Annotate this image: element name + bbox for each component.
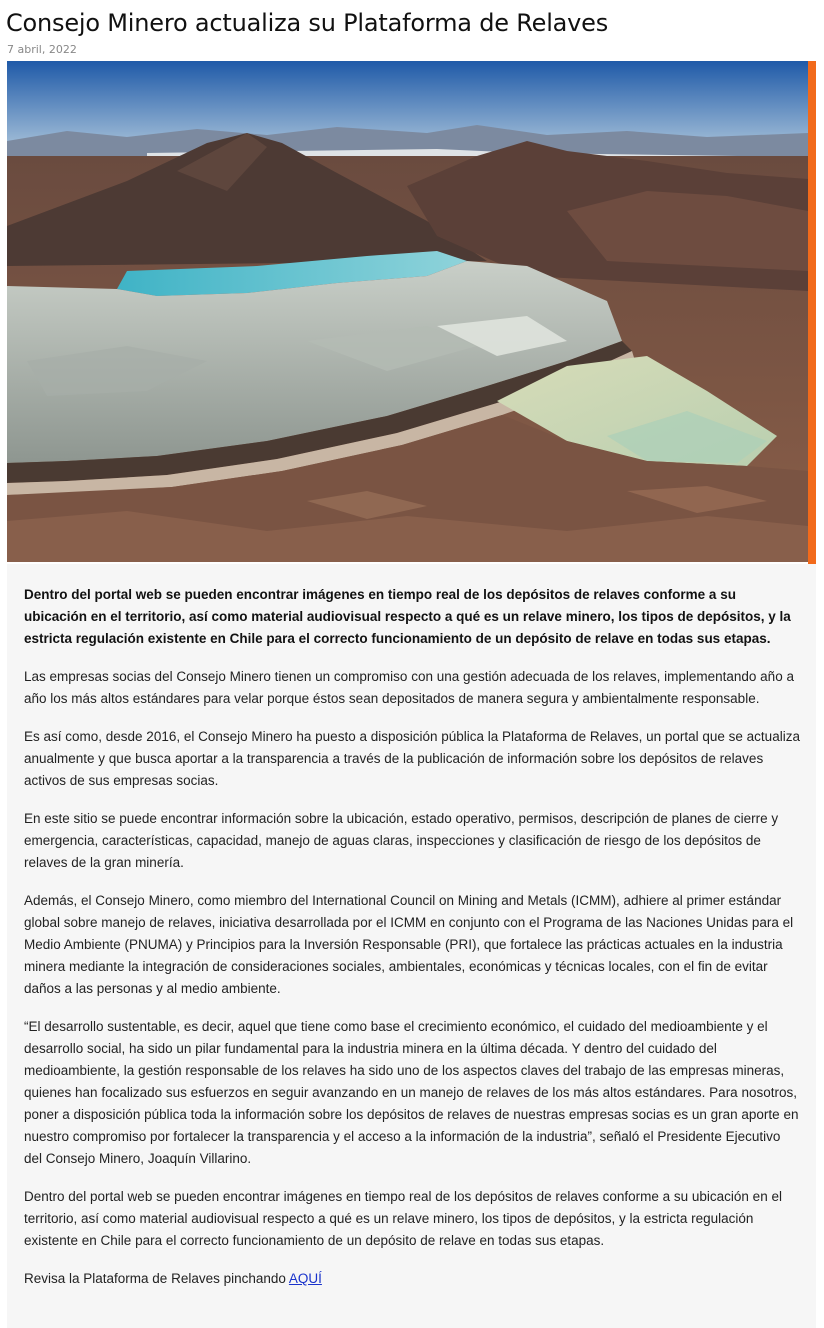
article-paragraph: Además, el Consejo Minero, como miembro del International Council on Mining and Metals (ICMM), adhiere al primer estándar global sobre manejo de relaves, iniciativa desarrollada por el ICMM en conjunto con el Programa de las Naciones Unidas para el Medio Ambiente (PNUMA) y Principios para la Inversión Responsable (PRI), que fortalece las prácticas actuales en la industria minera mediante la integración de consideraciones sociales, ambientales, económicas y técnicas locales, con el fin de evitar daños a las personas y al medio ambiente. — [24, 893, 794, 996]
accent-bar — [808, 61, 816, 564]
article-paragraph: Las empresas socias del Consejo Minero tienen un compromiso con una gestión adecuada de los relaves, implementando año a año los más altos estándares para velar porque éstos sean depositados de manera segura y ambientalmente responsable. — [24, 669, 794, 706]
hero-image — [7, 61, 808, 562]
article-title: Consejo Minero actualiza su Plataforma de Relaves — [6, 9, 609, 37]
article-content — [7, 564, 816, 1328]
article-body — [24, 584, 802, 1306]
article-paragraph: Es así como, desde 2016, el Consejo Minero ha puesto a disposición pública la Plataforma de Relaves, un portal que se actualiza anualmente y que busca aportar a la transparencia a través de la publicación de información sobre los depósitos de relaves activos de sus empresas socias. — [24, 729, 800, 788]
platform-link[interactable]: AQUÍ — [288, 1271, 322, 1286]
article-paragraph: Dentro del portal web se pueden encontrar imágenes en tiempo real de los depósitos de relaves conforme a su ubicación en el territorio, así como material audiovisual respecto a qué es un relave minero, los tipos de depósitos, y la estricta regulación existente en Chile para el correcto funcionamiento de un depósito de relave en todas sus etapas. — [24, 1189, 782, 1248]
article-cta — [24, 1268, 802, 1290]
article-quote: “El desarrollo sustentable, es decir, aquel que tiene como base el crecimiento económico, el cuidado del medioambiente y el desarrollo social, ha sido un pilar fundamental para la industria minera en la última década. Y dentro del cuidado del medioambiente, la gestión responsable de los relaves ha sido uno de los aspectos claves del trabajo de las empresas mineras, quienes han focalizado sus esfuerzos en seguir avanzando en un manejo de relaves de los más altos estándares. Para nosotros, poner a disposición pública toda la información sobre los depósitos de relaves de nuestras empresas socias es un gran aporte en nuestro compromiso por fortalecer la transparencia y el acceso a la información de la industria”, señaló el Presidente Ejecutivo del Consejo Minero, Joaquín Villarino. — [24, 1019, 799, 1166]
article-paragraph: En este sitio se puede encontrar información sobre la ubicación, estado operativo, permisos, descripción de planes de cierre y emergencia, características, capacidad, manejo de aguas claras, inspecciones y clasificación de riesgo de los depósitos de relaves de la gran minería. — [24, 811, 779, 870]
cta-text: Revisa la Plataforma de Relaves pinchando — [24, 1271, 289, 1286]
article-lead: Dentro del portal web se pueden encontrar imágenes en tiempo real de los depósitos de relaves conforme a su ubicación en el territorio, así como material audiovisual respecto a qué es un relave minero, los tipos de depósitos, y la estricta regulación existente en Chile para el correcto funcionamiento de un depósito de relave en todas sus etapas. — [24, 587, 791, 646]
aerial-tailings-photo — [7, 61, 808, 562]
article-date: 7 abril, 2022 — [7, 43, 77, 56]
